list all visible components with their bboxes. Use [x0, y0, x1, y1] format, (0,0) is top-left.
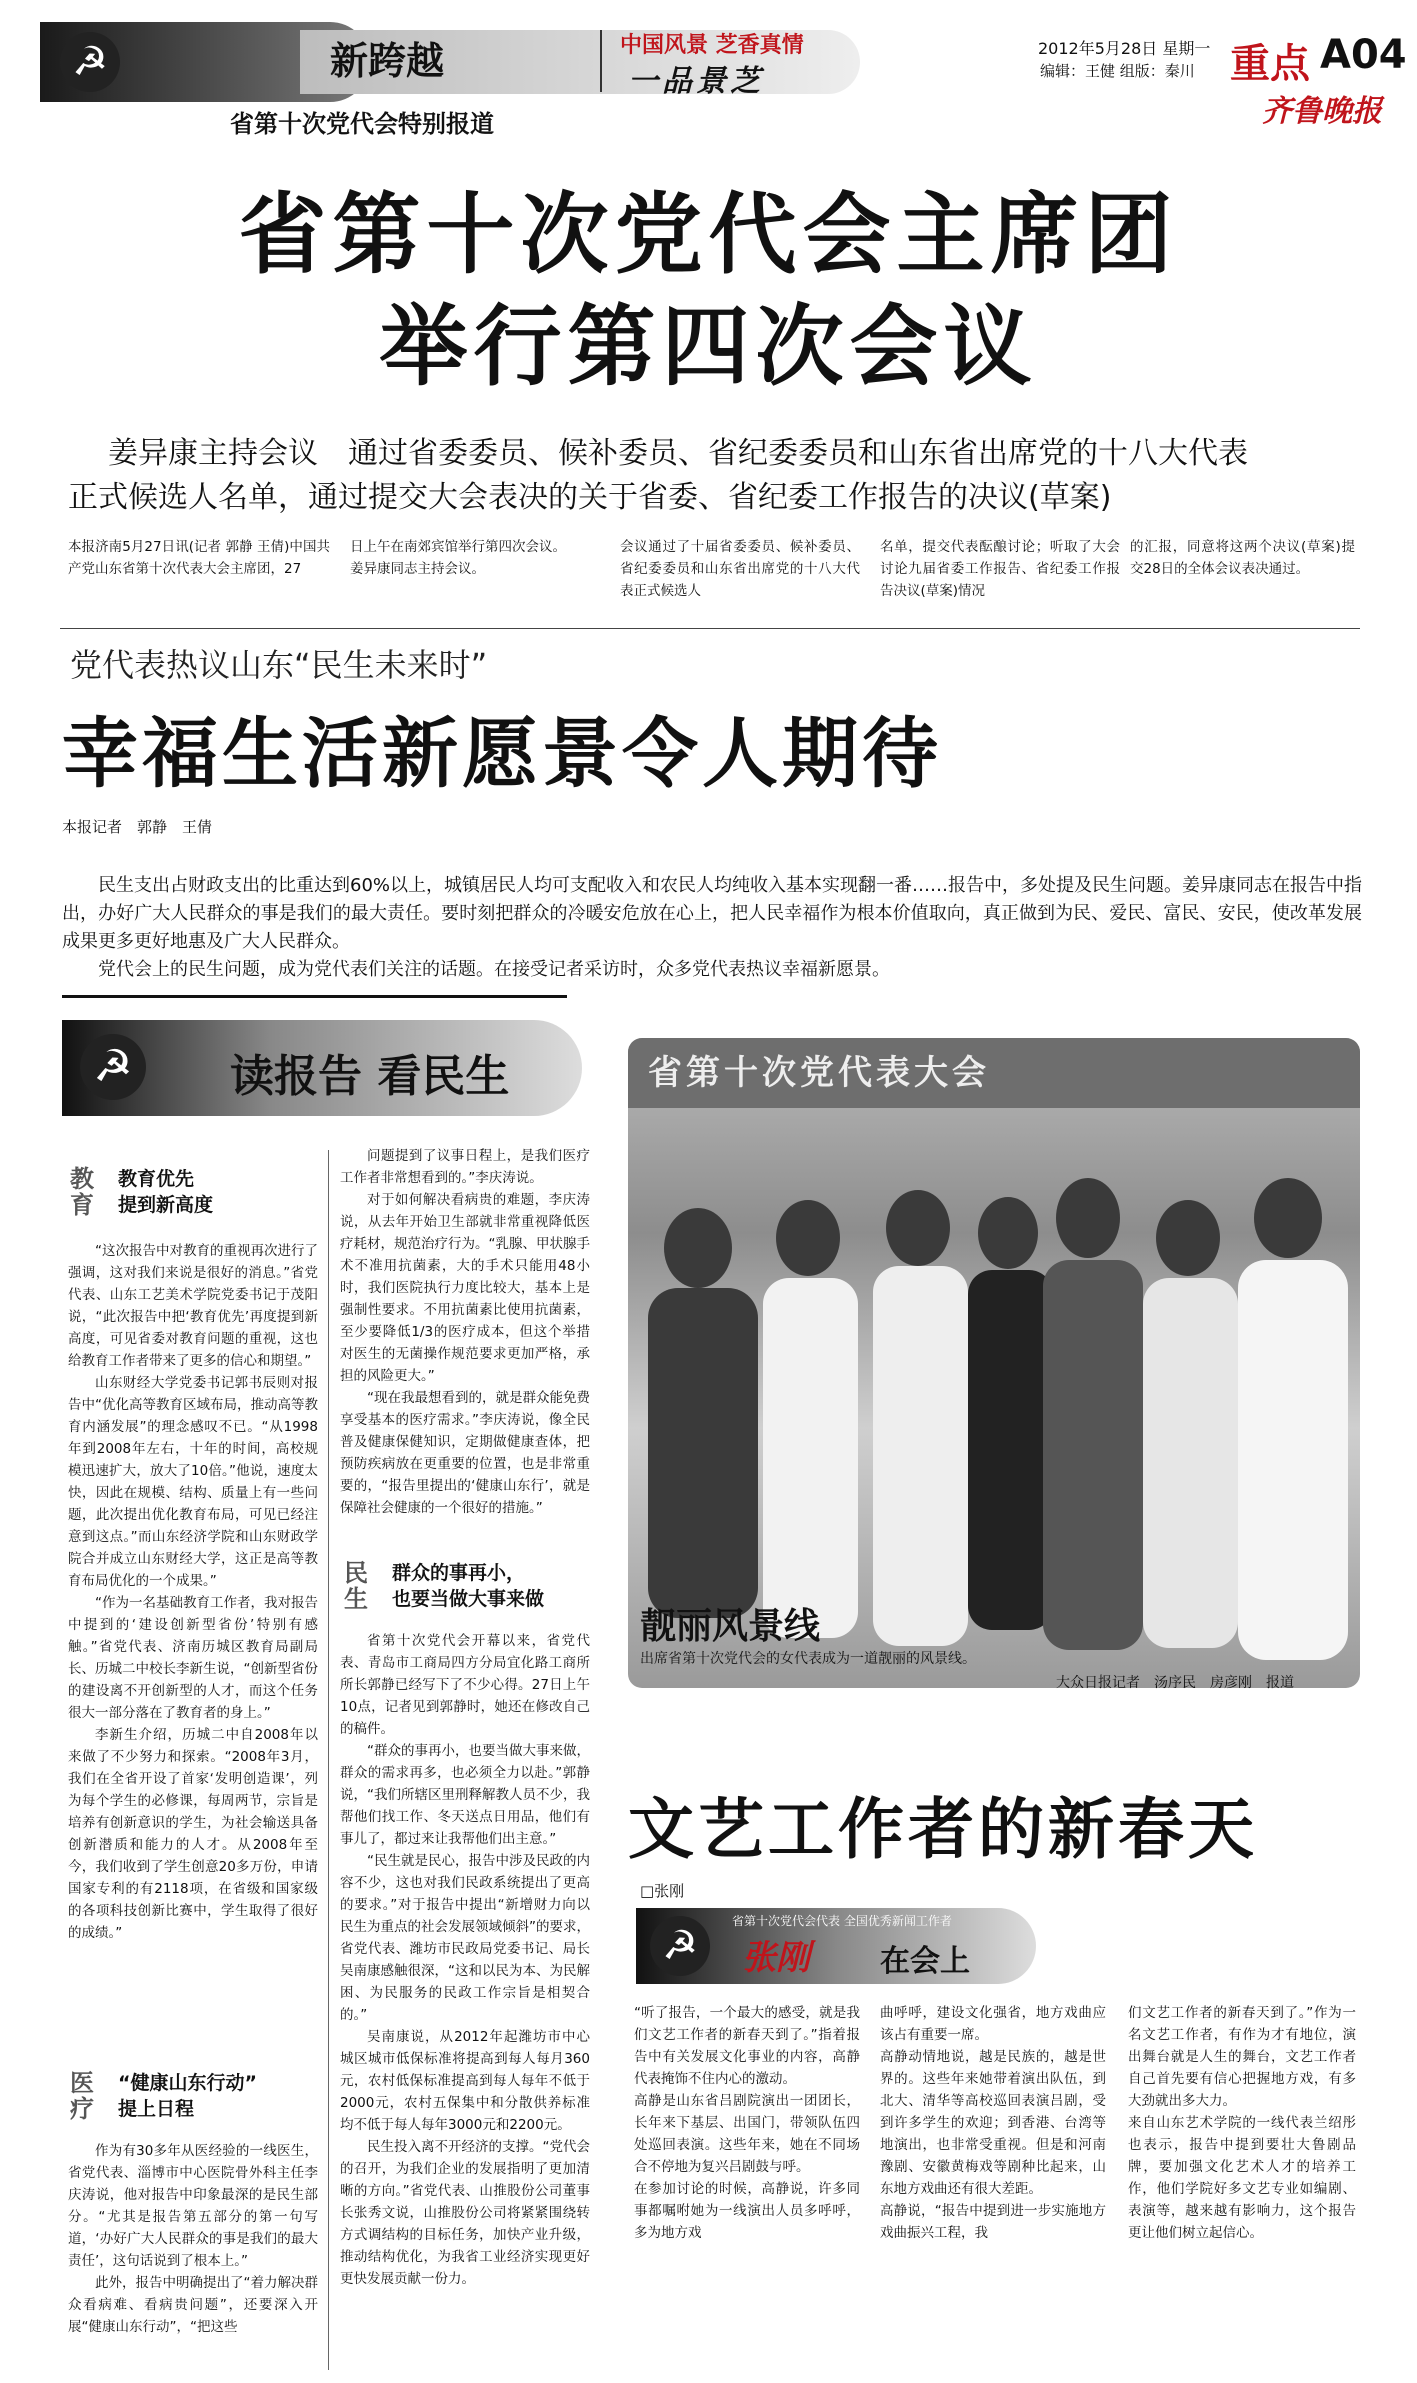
sub3-tag: 民生	[344, 1559, 368, 1613]
sub1-title-l2: 提到新高度	[118, 1194, 214, 1216]
sub3-title-l1: 群众的事再小，	[392, 1562, 526, 1584]
third-col2: 曲呼呼，建设文化强省，地方戏曲应该占有重要一席。 高静动情地说，越是民族的，越是世界的。这些年来她带着演出队伍，到北大、清华等高校巡回表演吕剧，受到许多学生的欢迎；到香港、台湾等地演出，也非常受重视。但是和河南豫剧、安徽黄梅戏等剧种比起来，山东地方戏曲还有很大差距。 高静说，“报告中提到进一步实施地方戏曲振兴工程，我	[880, 2005, 1106, 2241]
date-line: 2012年5月28日 星期一	[1038, 39, 1211, 58]
col1-p2: 山东财经大学党委书记郭书辰则对报告中“优化高等教育区域布局，推动高等教育内涵发展”的理念感叹不已。“从1998年到2008年左右，十年的时间，高校规模迅速扩大，放大了10倍。”他说，速度太快，因此在规模、结构、质量上有一些问题，此次提出优化教育布局，可见已经注意到这点。”而山东经济学院和山东财政学院合并成立山东财经大学，这正是高等教育布局优化的一个成果。”	[68, 1375, 318, 1589]
editors-line: 编辑：王健 组版：秦川	[1040, 62, 1195, 80]
col2-p6: “民生就是民心，报告中涉及民政的内容不少，这也对我们民政系统提出了更高的要求。”对于报告中提出“新增财力向以民生为重点的社会发展领域倾斜”的要求，省党代表、潍坊市民政局党委书记、局长吴南康感触很深，“这和以民为本、为民解困、为民服务的民政工作宗旨是相契合的。”	[340, 1853, 590, 2023]
second-intro-p2: 党代会上的民生问题，成为党代表们关注的话题。在接受记者采访时，众多党代表热议幸福新愿景。	[98, 959, 890, 980]
slogan-top: 中国风景 芝香真情	[620, 33, 804, 58]
section-label: 重点	[1230, 41, 1310, 87]
lead-column-2: 日上午在南郊宾馆举行第四次会议。 姜异康同志主持会议。	[350, 539, 566, 577]
col2-p3: “现在我最想看到的，就是群众能免费享受基本的医疗需求。”李庆涛说，像全民普及健康保健知识，定期做健康查体，把预防疾病放在更重要的位置，也是非常重要的，“报告里提出的‘健康山东行’，就是保障社会健康的一个很好的措施。”	[340, 1390, 590, 1516]
section-title: 新跨越	[330, 39, 445, 83]
column-suffix: 在会上	[880, 1944, 970, 1979]
section-separator	[60, 628, 1360, 629]
banner-emblem-icon: ☭	[80, 1034, 146, 1100]
second-headline: 幸福生活新愿景令人期待	[62, 709, 942, 798]
third-headline: 文艺工作者的新春天	[628, 1791, 1258, 1868]
col2-p8: 民生投入离不开经济的支撑。“党代会的召开，为我们企业的发展指明了更加清晰的方向。”省党代表、山推股份公司董事长张秀文说，山推股份公司将紧紧围绕转方式调结构的目标任务，加快产业升级，推动结构优化，为我省工业经济实现更好更快发展贡献一份力。	[340, 2139, 590, 2287]
col1-body-b	[68, 2140, 318, 2338]
lead-column-5: 的汇报，同意将这两个决议(草案)提交28日的全体会议表决通过。	[1130, 539, 1355, 577]
photo-banner-text: 省第十次党代表大会	[628, 1038, 1360, 1108]
col2-body	[340, 1145, 590, 1519]
col2-p1: 问题提到了议事日程上，是我们医疗工作者非常想看到的。”李庆涛说。	[340, 1148, 590, 1186]
sub2-title-l2: 提上日程	[118, 2098, 195, 2120]
third-byline: □张刚	[640, 1882, 685, 1900]
col1-p1: “这次报告中对教育的重视再次进行了强调，这对我们来说是很好的消息。”省党代表、山东工艺美术学院党委书记于茂阳说，“此次报告中把‘教育优先’再度提到新高度，可见省委对教育问题的重视，这也给教育工作者带来了更多的信心和期望。”	[68, 1243, 318, 1369]
photo-title: 靓丽风景线	[640, 1606, 821, 1647]
col1-body	[68, 1240, 318, 1944]
delegates-photo	[628, 1038, 1360, 1688]
second-byline: 本报记者 郭静 王倩	[62, 818, 213, 836]
col2-body-b	[340, 1630, 590, 2290]
masthead-divider	[600, 30, 602, 92]
paper-name: 齐鲁晚报	[1262, 94, 1382, 129]
sub1-tag: 教育	[70, 1165, 94, 1219]
third-col1: “听了报告，一个最大的感受，就是我们文艺工作者的新春天到了。”指着报告中有关发展文化事业的内容，高静代表掩饰不住内心的激动。 高静是山东省吕剧院演出一团团长，长年来下基层、出国门，带领队伍四处巡回表演。这些年来，她在不同场合不停地为复兴吕剧鼓与呼。 在参加讨论的时候，高静说，许多同事都嘱咐她为一线演出人员多呼呼，多为地方戏	[634, 2005, 860, 2241]
third-col3: 们文艺工作者的新春天到了。”作为一名文艺工作者，有作为才有地位，演出舞台就是人生的舞台，文艺工作者自己首先要有信心把握地方戏，有多大劲就出多大力。 来自山东艺术学院的一线代表兰绍彤也表示，报告中提到要壮大鲁剧品牌，要加强文化艺术人才的培养工作，他们学院好多文艺专业如编剧、表演等，越来越有影响力，这个报告更让他们树立起信心。	[1128, 2005, 1356, 2241]
lead-headline-line2: 举行第四次会议	[379, 295, 1038, 398]
col1-p5: 作为有30多年从医经验的一线医生，省党代表、淄博市中心医院骨外科主任李庆涛说，他对报告中印象最深的是民生部分。“尤其是报告第五部分的第一句写道，‘办好广大人民群众的事是我们的最大责任’，这句话说到了根本上。”	[68, 2143, 318, 2269]
sub3-title-l2: 也要当做大事来做	[392, 1588, 545, 1610]
lead-column-1: 本报济南5月27日讯(记者 郭静 王倩)中国共产党山东省第十次代表大会主席团，27	[68, 539, 330, 577]
lead-headline-line1: 省第十次党代会主席团	[238, 183, 1179, 286]
second-intro-p1: 民生支出占财政支出的比重达到60%以上，城镇居民人均可支配收入和农民人均纯收入基本实现翻一番……报告中，多处提及民生问题。姜异康同志在报告中指出，办好广大人民群众的事是我们的最大责任。要时刻把群众的冷暖安危放在心上，把人民幸福作为根本价值取向，真正做到为民、爱民、富民、安民，使改革发展成果更多更好地惠及广大人民群众。	[62, 875, 1363, 952]
column-small-line: 省第十次党代会代表 全国优秀新闻工作者	[732, 1914, 952, 1928]
rule-left	[62, 995, 567, 998]
lead-column-3: 会议通过了十届省委委员、候补委员、省纪委委员和山东省出席党的十八大代表正式候选人	[620, 539, 860, 599]
col2-p5: “群众的事再小，也要当做大事来做，群众的需求再多，也必须全力以赴。”郭静说，“我们所辖区里刑释解教人员不少，我帮他们找工作、冬天送点日用品，他们有事儿了，都过来让我帮他们出主意。”	[340, 1743, 590, 1847]
col2-p2: 对于如何解决看病贵的难题，李庆涛说，从去年开始卫生部就非常重视降低医疗耗材，规范治疗行为。“乳腺、甲状腺手术不准用抗菌素，大的手术只能用48小时，我们医院执行力度比较大，基本上是强制性要求。不用抗菌素比使用抗菌素，至少要降低1/3的医疗成本，但这个举措对医生的无菌操作规范要求更加严格，承担的风险更大。”	[340, 1192, 590, 1384]
lead-column-4: 名单，提交代表酝酿讨论；听取了大会讨论九届省委工作报告、省纪委工作报告决议(草案)情况	[880, 539, 1120, 599]
column-divider	[328, 1150, 329, 2370]
slogan-bottom: 一品景芝	[628, 64, 764, 99]
lead-deck-line1: 姜异康主持会议 通过省委委员、候补委员、省纪委委员和山东省出席党的十八大代表	[108, 436, 1248, 471]
section-subtitle: 省第十次党代会特别报道	[230, 110, 494, 138]
col2-p7: 吴南康说，从2012年起潍坊市中心城区城市低保标准将提高到每人每月360元，农村低保标准提高到每人每年不低于2000元，农村五保集中和分散供养标准均不低于每人每年3000元和2200元。	[340, 2029, 590, 2133]
column-name: 张刚	[742, 1938, 810, 1978]
col2-p4: 省第十次党代会开幕以来，省党代表、青岛市工商局四方分局宜化路工商所所长郭静已经写下了不少心得。27日上午10点，记者见到郭静时，她还在修改自己的稿件。	[340, 1633, 590, 1737]
photo-credit: 大众日报记者 汤序民 房彦刚 报道	[1056, 1675, 1294, 1691]
photo-caption: 出席省第十次党代会的女代表成为一道靓丽的风景线。	[640, 1651, 976, 1667]
col1-p6: 此外，报告中明确提出了“着力解决群众看病难、看病贵问题”，还要深入开展“健康山东行动”，“把这些	[68, 2275, 318, 2335]
column-emblem-icon: ☭	[650, 1916, 710, 1976]
col1-p3: “作为一名基础教育工作者，我对报告中提到的‘建设创新型省份’特别有感触。”省党代表、济南历城区教育局副局长、历城二中校长李新生说，“创新型省份的建设离不开创新型的人才，而这个任务很大一部分落在了教育者的身上。”	[68, 1595, 318, 1721]
lead-deck-line2: 正式候选人名单，通过提交大会表决的关于省委、省纪委工作报告的决议(草案)	[68, 480, 1112, 515]
photo-figures	[628, 1038, 1360, 1688]
report-banner-text: 读报告 看民生	[230, 1051, 510, 1102]
sub2-tag: 医疗	[70, 2069, 94, 2123]
sub1-title-l1: 教育优先	[118, 1168, 195, 1190]
sub2-title-l1: “健康山东行动”	[118, 2072, 257, 2094]
second-kicker: 党代表热议山东“民生未来时”	[70, 646, 488, 684]
col1-p4: 李新生介绍，历城二中自2008年以来做了不少努力和探索。“2008年3月，我们在全省开设了首家‘发明创造课’，列为每个学生的必修课，每周两节，宗旨是培养有创新意识的学生，为社会输送具备创新潜质和能力的人才。从2008年至今，我们收到了学生创意20多万份，申请国家专利的有2118项，在省级和国家级的各项科技创新比赛中，学生取得了很好的成绩。”	[68, 1727, 318, 1941]
party-emblem-icon: ☭	[60, 32, 120, 92]
page-number: A04	[1320, 32, 1407, 78]
